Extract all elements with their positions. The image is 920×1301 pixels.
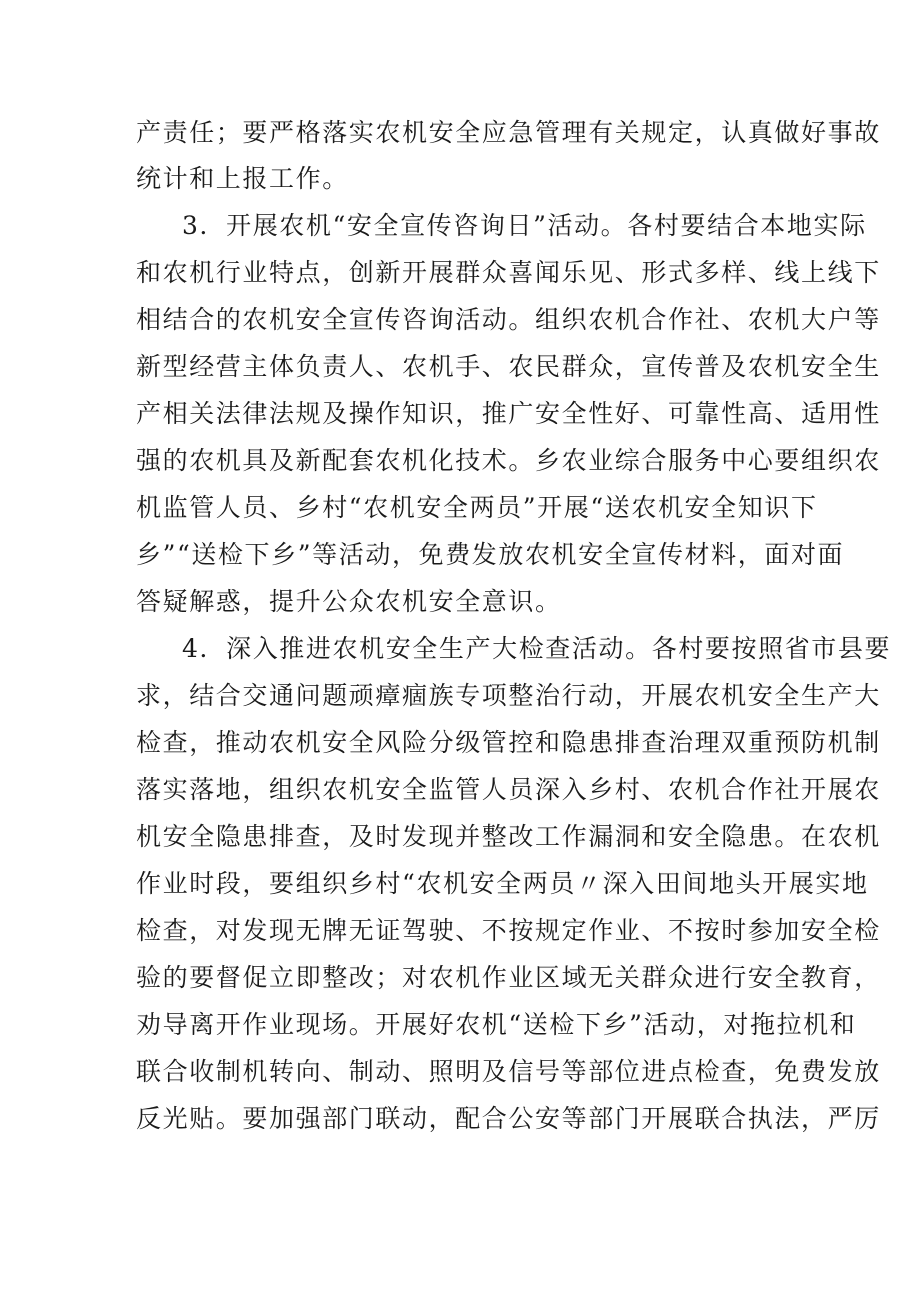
- text-line: 机监管人员、乡村“农机安全两员”开展“送农机安全知识下: [136, 493, 818, 522]
- text-line: 劝导离开作业现场。开展好农机“送检下乡”活动，对拖拉机和: [136, 1010, 857, 1039]
- text-line: 落实落地，组织农机安全监管人员深入乡村、农机合作社开展农: [136, 775, 881, 804]
- text-line: 求，结合交通问题顽瘴痼族专项整治行动，开展农机安全生产大: [136, 681, 881, 710]
- text-line: 反光贴。要加强部门联动，配合公安等部门开展联合执法，严厉: [136, 1104, 881, 1133]
- text-line: 产责任；要严格落实农机安全应急管理有关规定，认真做好事故: [136, 118, 881, 147]
- text-line: 新型经营主体负责人、农机手、农民群众，宣传普及农机安全生: [136, 352, 881, 381]
- text-line: 乡”“送检下乡”等活动，免费发放农机安全宣传材料，面对面: [136, 540, 845, 569]
- text-line: 答疑解惑，提升公众农机安全意识。: [136, 587, 562, 616]
- text-line: 验的要督促立即整改；对农机作业区域无关群众进行安全教育，: [136, 963, 881, 992]
- text-line: 检查，推动农机安全风险分级管控和隐患排查治理双重预防机制: [136, 728, 881, 757]
- text-line: 相结合的农机安全宣传咨询活动。组织农机合作社、农机大户等: [136, 305, 881, 334]
- text-line: 机安全隐患排查，及时发现并整改工作漏洞和安全隐患。在农机: [136, 822, 881, 851]
- text-line: 联合收制机转向、制动、照明及信号等部位进点检查，免费发放: [136, 1057, 881, 1086]
- section-4-heading-line: 4．深入推进农机安全生产大检查活动。各村要按照省市县要: [182, 634, 892, 663]
- text-line: 和农机行业特点，创新开展群众喜闻乐见、形式多样、线上线下: [136, 258, 881, 287]
- text-line: 统计和上报工作。: [136, 164, 349, 193]
- text-line: 检查，对发现无牌无证驾驶、不按规定作业、不按时参加安全检: [136, 916, 881, 945]
- text-line: 作业时段，要组织乡村“农机安全两员〃深入田间地头开展实地: [136, 869, 869, 898]
- text-line: 产相关法律法规及操作知识，推广安全性好、可靠性高、适用性: [136, 399, 881, 428]
- text-line: 强的农机具及新配套农机化技术。乡农业综合服务中心要组织农: [136, 446, 881, 475]
- section-3-heading-line: 3．开展农机“安全宣传咨询日”活动。各村要结合本地实际: [182, 211, 867, 240]
